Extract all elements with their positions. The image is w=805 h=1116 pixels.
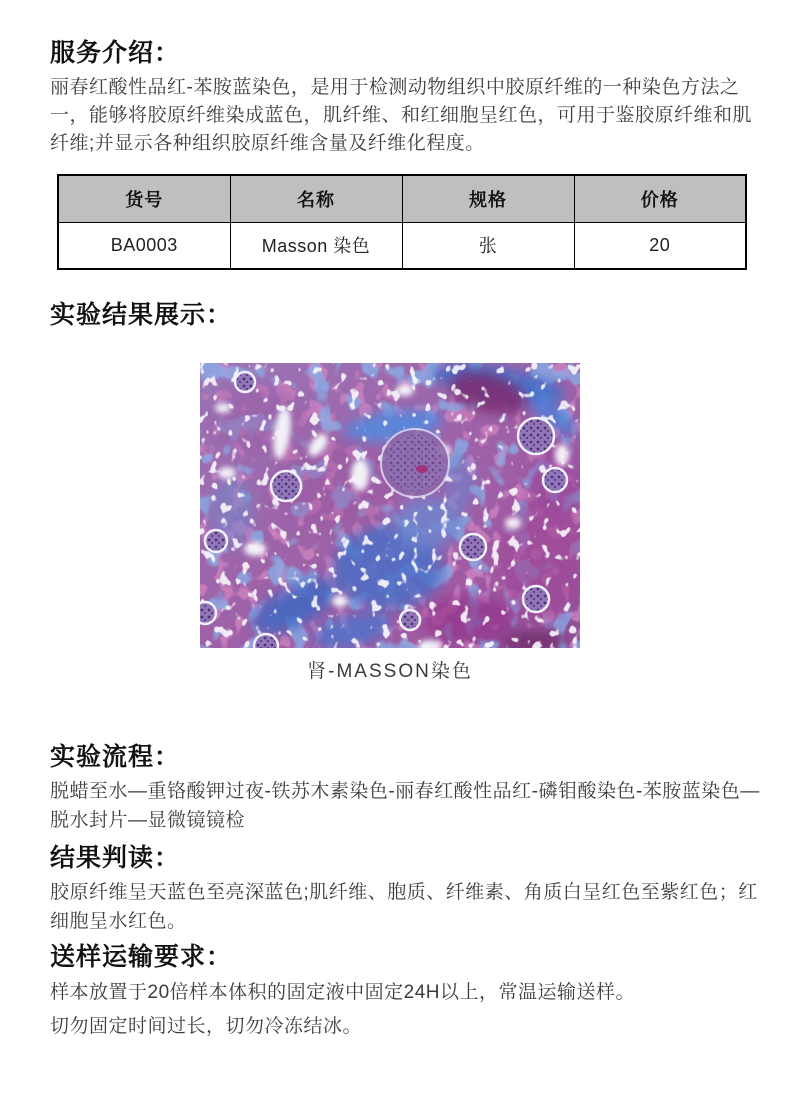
image-caption: 肾-MASSON染色	[307, 661, 473, 682]
col-header-catalog-no: 货号	[58, 175, 230, 222]
intro-paragraph: 丽春红酸性品红-苯胺蓝染色，是用于检测动物组织中胶原纤维的一种染色方法之一，能够将胶原纤维染成蓝色，肌纤维、和红细胞呈红色，可用于鉴胶原纤维和肌纤维;并显示各种组织胶原纤维含量及纤维化程度。	[50, 77, 753, 154]
table-row	[58, 222, 746, 269]
shipping-line-1: 样本放置于20倍样本体积的固定液中固定24H以上，常温运输送样。	[50, 982, 635, 1003]
cell-name: Masson 染色	[230, 222, 402, 269]
section-heading-procedure: 实验流程：	[50, 743, 181, 771]
interpretation-paragraph: 胶原纤维呈天蓝色至亮深蓝色;肌纤维、胞质、纤维素、角质白呈红色至紫红色；红细胞呈水红色。	[50, 882, 758, 932]
masson-stain-image	[200, 363, 580, 648]
cell-price: 20	[574, 222, 746, 269]
col-header-name: 名称	[230, 175, 402, 222]
procedure-paragraph: 脱蜡至水—重铬酸钾过夜-铁苏木素染色-丽春红酸性品红-磷钼酸染色-苯胺蓝染色—脱水封片—显微镜镜检	[50, 781, 760, 831]
result-figure	[200, 363, 580, 684]
product-table	[57, 174, 747, 270]
section-heading-interpretation: 结果判读：	[50, 844, 181, 872]
product-table-header-row	[58, 175, 746, 222]
shipping-line-2: 切勿固定时间过长，切勿冷冻结冰。	[50, 1016, 363, 1037]
section-heading-intro: 服务介绍：	[50, 39, 181, 67]
cell-catalog-no: BA0003	[58, 222, 230, 269]
section-heading-shipping: 送样运输要求：	[50, 943, 233, 971]
cell-spec: 张	[402, 222, 574, 269]
section-heading-results: 实验结果展示：	[50, 301, 233, 329]
col-header-spec: 规格	[402, 175, 574, 222]
col-header-price: 价格	[574, 175, 746, 222]
